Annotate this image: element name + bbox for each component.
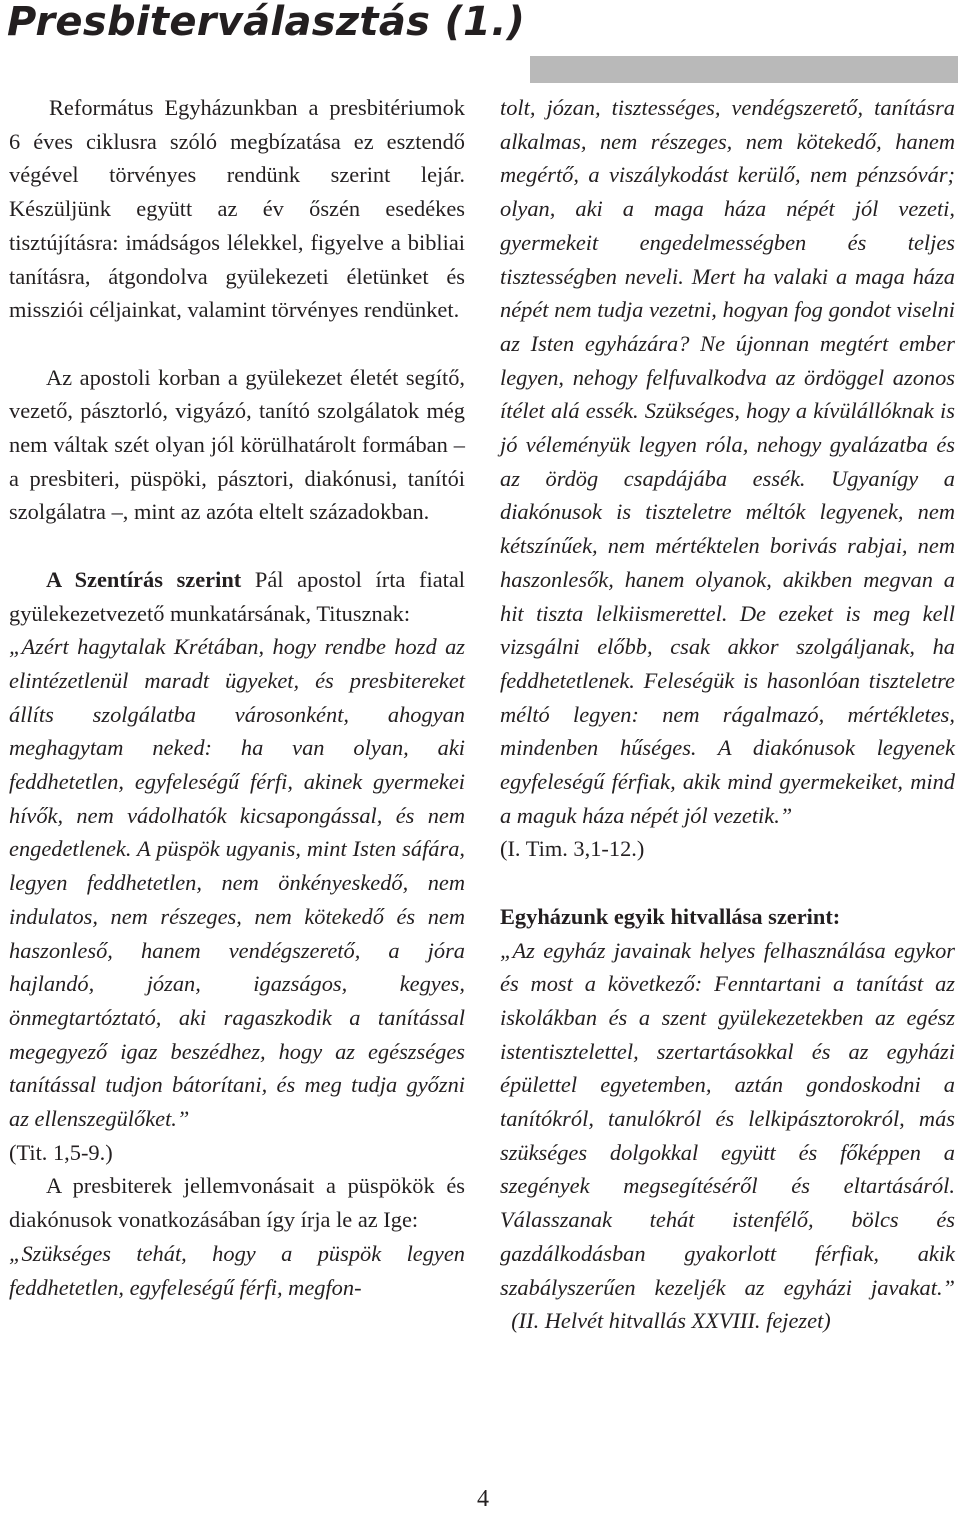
scripture-lead-rest: Pál apostol írta fiatal gyülekezetvezető munkatársának, Titusznak: [9, 566, 466, 626]
page-title: Presbiterválasztás (1.) [7, 0, 526, 45]
presbyter-traits-paragraph: A presbiterek jellemvonásait a püspökök és diakónusok vonatkozásában így írja le az Ige: [9, 1173, 465, 1233]
titus-reference: (Tit. 1,5-9.) [9, 1139, 113, 1165]
confession-reference: (II. Helvét hitvallás XXVIII. fejezet) [500, 1308, 831, 1334]
confession-quote [500, 934, 955, 1338]
timothy-quote-continued: tolt, józan, tisztességes, vendégszerető, tanításra alkalmas, nem részeges, nem kötekedő, hanem megértő, a viszálykodást kerülő, nem pénzsóvár; olyan, aki a maga háza népét jól vezeti, gyermekeit engedelmességben és teljes tisztességben neveli. Mert ha valaki a maga háza népét nem tudja vezetni, hogyan fog gondot viselni az Isten egyházára? Ne újonnan megtért ember legyen, nehogy felfuvalkodva az ördöggel azonos ítélet alá essék. Szükséges, hogy a kívülállóknak is jó véleményük legyen róla, nehogy gyalázatba és az ördög csapdájába essék. Ugyanígy a diakónusok is tiszteletre méltók legyenek, nem kétszínűek, nem mértéktelen borivás rabjai, nem haszonlesők, hanem olyanok, akikben megvan a hit tiszta lelkiismerettel. De ezeket is meg kell vizsgálni előbb, csak akkor szolgáljanak, ha feddhetetlenek. Feleségük is hasonlóan tiszteletre méltó legyen: nem rágalmazó, mértékletes, mindenben hűséges. A diakónusok legyenek egyfeleségű férfiak, akik mind gyermekeiket, mind a maguk háza népét jól vezetik.” [500, 95, 955, 828]
title-rule-bar [530, 56, 958, 83]
scripture-intro-paragraph [9, 563, 465, 630]
right-column [500, 91, 955, 1338]
scripture-lead-bold: A Szentírás szerint [46, 566, 242, 592]
confession-quote-text: „Az egyház javainak helyes felhasználása egykor és most a következő: Fenntartani a tanítást az iskolákban és a szent gyülekezetekben az egész istentisztelettel, szertartásokkal és az egyházi épülettel egyetemben, aztán gondoskodni a tanítókról, tanulókról és lelkipásztorokról, más szükséges dolgokkal együtt és főképpen a szegények megsegítéséről és eltartásáról. Válasszanak tehát istenfélő, bölcs és gazdálkodásban gyakorlott férfiak, akik szabályszerűen kezeljék az egyházi javakat.” [500, 937, 955, 1300]
confession-heading: Egyházunk egyik hitvallása szerint: [500, 903, 841, 929]
intro-paragraph: Református Egyházunkban a presbitériumok 6 éves ciklusra szóló megbízatása ez esztendő végével törvényes rendünk szerint lejár. Készüljünk együtt az év őszén esedékes tisztújításra: imádságos lélekkel, figyelve a bibliai tanításra, átgondolva gyülekezeti életünket és missziói céljainkat, valamint törvényes rendünket. [9, 95, 465, 323]
timothy-quote-start: „Szükséges tehát, hogy a püspök legyen feddhetetlen, egyfeleségű férfi, megfon- [9, 1240, 465, 1300]
page-number: 4 [477, 1486, 489, 1512]
apostolic-age-paragraph: Az apostoli korban a gyülekezet életét segítő, vezető, pásztorló, vigyázó, tanító szolgálatok még nem váltak szét olyan jól körülhatárolt formában – a presbiteri, püspöki, pásztori, diakónusi, tanítói szolgálatra –, mint az azóta eltelt századokban. [9, 364, 465, 525]
left-column [9, 91, 465, 1304]
timothy-reference: (I. Tim. 3,1-12.) [500, 836, 645, 862]
titus-quote: „Azért hagytalak Krétában, hogy rendbe hozd az elintézetlenül maradt ügyeket, és presbitereket állíts szolgálatba városonként, ahogyan meghagytam neked: ha van olyan, aki feddhetetlen, egyfeleségű férfi, akinek gyermekei hívők, nem vádolhatók kicsapongással, és nem engedetlenek. A püspök ugyanis, mint Isten sáfára, legyen feddhetetlen, nem önkényeskedő, nem indulatos, nem részeges, nem kötekedő és nem haszonleső, hanem vendégszerető, a jóra hajlandó, józan, igazságos, kegyes, önmegtartóztató, aki ragaszkodik a tanítással megegyező igaz beszédhez, hogy az egészséges tanítással tudjon bátorítani, és meg tudja győzni az ellenszegülőket.” [9, 634, 465, 1132]
